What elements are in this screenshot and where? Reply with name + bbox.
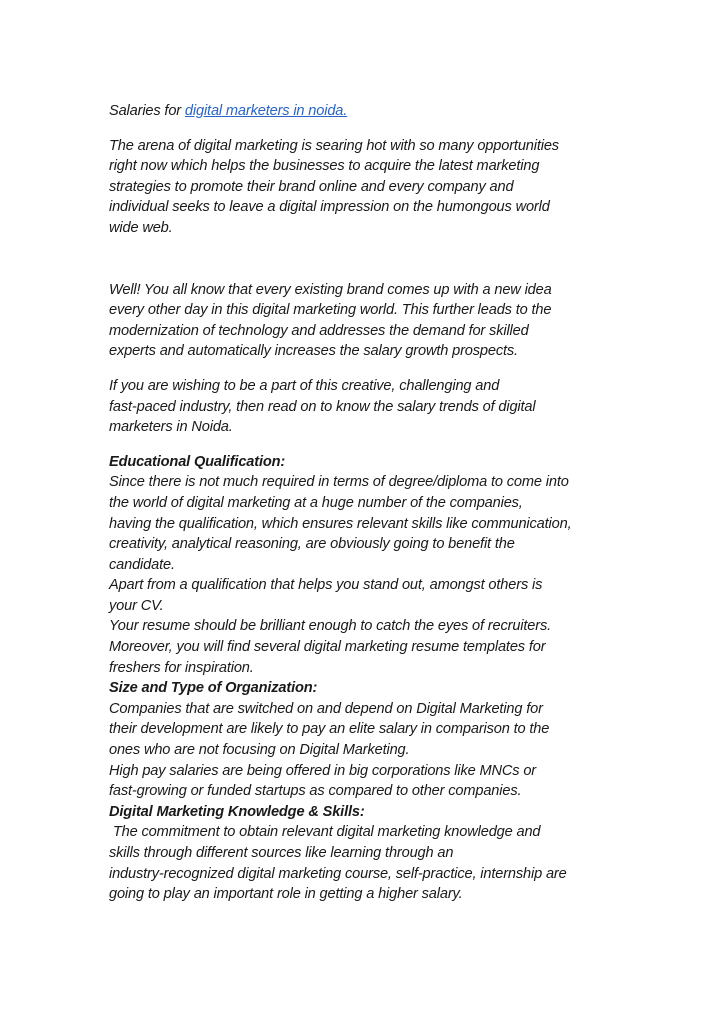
paragraph-line: If you are wishing to be a part of this creative, challenging and — [109, 377, 500, 394]
section-line: Since there is not much required in terms of degree/diploma to come into — [109, 474, 569, 491]
section-line: Moreover, you will find several digital marketing resume templates for — [109, 639, 546, 656]
paragraph-industry — [109, 376, 619, 438]
section-line: their development are likely to pay an elite salary in comparison to the — [109, 721, 550, 738]
paragraph-line: fast-paced industry, then read on to know the salary trends of digital — [109, 398, 536, 415]
section-line: freshers for inspiration. — [109, 659, 254, 676]
paragraph-line: right now which helps the businesses to acquire the latest marketing — [109, 158, 540, 175]
section-line: going to play an important role in getting a higher salary. — [109, 886, 463, 903]
section-line: the world of digital marketing at a huge number of the companies, — [109, 494, 523, 511]
section-line: skills through different sources like learning through an — [109, 845, 454, 861]
intro-prefix: Salaries for — [109, 103, 185, 119]
section-skills — [109, 802, 619, 905]
paragraph-line: individual seeks to leave a digital impression on the humongous world — [109, 199, 550, 216]
intro-line — [109, 101, 619, 122]
paragraph-line: every other day in this digital marketing world. This further leads to the — [109, 302, 552, 319]
section-line: Companies that are switched on and depend on Digital Marketing for — [109, 700, 543, 717]
paragraph-line: experts and automatically increases the salary growth prospects. — [109, 343, 518, 360]
paragraph-brand — [109, 280, 619, 362]
paragraph-line: Well! You all know that every existing brand comes up with a new idea — [109, 281, 552, 298]
paragraph-line: marketers in Noida. — [109, 419, 233, 436]
section-line: creativity, analytical reasoning, are obviously going to benefit the — [109, 536, 515, 553]
section-education — [109, 452, 619, 679]
section-organization — [109, 678, 619, 802]
section-heading-organization: Size and Type of Organization: — [109, 680, 318, 697]
paragraph-arena — [109, 136, 619, 239]
section-line: candidate. — [109, 556, 175, 573]
section-line: Apart from a qualification that helps you stand out, amongst others is — [109, 577, 543, 594]
section-line: fast-growing or funded startups as compared to other companies. — [109, 783, 522, 800]
spacer — [109, 239, 619, 280]
section-line: The commitment to obtain relevant digital marketing knowledge and — [109, 824, 541, 841]
paragraph-line: strategies to promote their brand online and every company and — [109, 178, 514, 195]
spacer — [109, 362, 619, 376]
section-heading-education: Educational Qualification: — [109, 453, 286, 470]
noida-salaries-link[interactable]: digital marketers in noida. — [184, 103, 348, 119]
paragraph-line: modernization of technology and addresses the demand for skilled — [109, 322, 529, 339]
section-line: having the qualification, which ensures relevant skills like communication, — [109, 515, 572, 532]
section-line: Your resume should be brilliant enough to catch the eyes of recruiters. — [109, 618, 552, 635]
section-line: High pay salaries are being offered in big corporations like MNCs or — [109, 762, 537, 779]
paragraph-line: The arena of digital marketing is searing hot with so many opportunities — [109, 137, 559, 154]
section-line: ones who are not focusing on Digital Marketing. — [109, 742, 410, 759]
section-line: industry-recognized digital marketing course, self-practice, internship are — [109, 865, 567, 882]
document-body — [109, 101, 619, 905]
spacer — [109, 438, 619, 452]
paragraph-line: wide web. — [109, 219, 173, 236]
section-line: your CV. — [109, 597, 164, 614]
section-heading-skills: Digital Marketing Knowledge & Skills: — [109, 803, 365, 820]
spacer — [109, 122, 619, 136]
